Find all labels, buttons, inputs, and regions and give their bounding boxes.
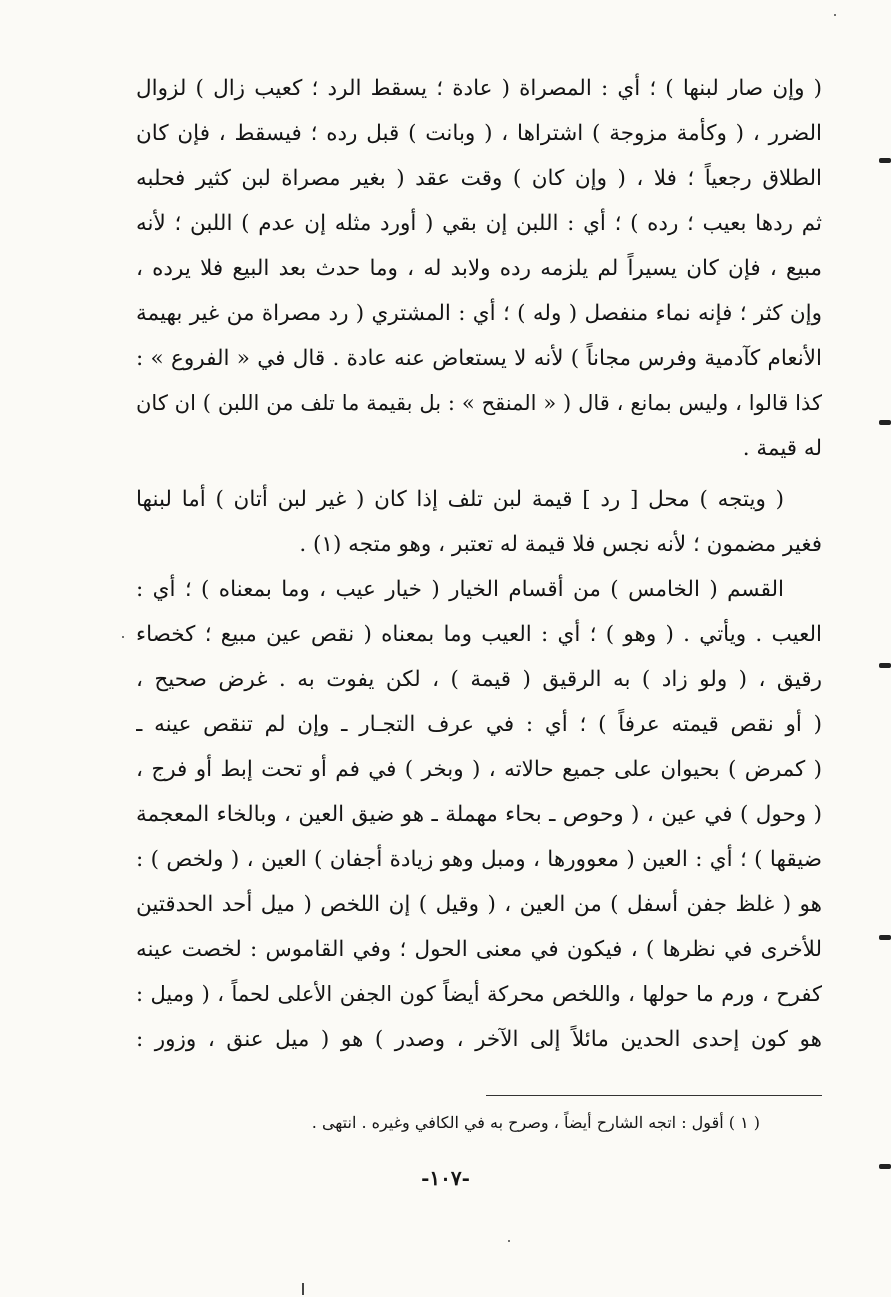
paragraph-3-line: هو ( غلظ جفن أسفل ) من العين ، ( وقيل ) إن اللخص ( ميل أحد الحدقتين	[136, 892, 822, 917]
text-line: الضرر ، ( وكأمة مزوجة ) اشتراها ، ( وبانت ) قبل رده ؛ فيسقط ، فإن كان	[136, 121, 822, 146]
footnote: ( ١ ) أقول : اتجه الشارح أيضاً ، وصرح به في الكافي وغيره . انتهى .	[311, 1113, 760, 1132]
text-line: وإن كثر ؛ فإنه نماء منفصل ( وله ) ؛ أي : المشتري ( رد مصراة من غير بهيمة	[136, 301, 822, 326]
scan-speck	[508, 1240, 510, 1242]
margin-mark	[879, 663, 891, 668]
paragraph-3-line: للأخرى في نظرها ) ، فيكون في معنى الحول ؛ وفي القاموس : لخصت عينه	[136, 937, 822, 962]
text-line: كذا قالوا ، وليس بمانع ، قال ( « المنقح » : بل بقيمة ما تلف من اللبن ) ان كان	[136, 391, 822, 415]
footnote-separator	[486, 1095, 822, 1096]
main-text	[136, 66, 822, 1062]
paragraph-3-line: ( وحول ) في عين ، ( وحوص ـ بحاء مهملة ـ هو ضيق العين ، وبالخاء المعجمة	[136, 802, 822, 827]
scan-speck	[122, 636, 124, 638]
paragraph-3-line: ( كمرض ) بحيوان على جميع حالاته ، ( وبخر ) في فم أو تحت إبط أو فرج ،	[136, 757, 822, 782]
paragraph-3-line: ضيقها ) ؛ أي : العين ( معوورها ، ومبل وهو زيادة أجفان ) العين ، ( ولخص ) :	[136, 847, 822, 872]
paragraph-2-line: فغير مضمون ؛ لأنه نجس فلا قيمة له تعتبر ، وهو متجه (١) .	[299, 532, 822, 557]
margin-mark	[879, 420, 891, 425]
margin-mark	[879, 158, 891, 163]
paragraph-3-line: القسم ( الخامس ) من أقسام الخيار ( خيار عيب ، وما بمعناه ) ؛ أي :	[136, 577, 784, 602]
text-line: ثم ردها بعيب ؛ رده ) ؛ أي : اللبن إن بقي ( أورد مثله إن عدم ) اللبن ؛ لأنه	[136, 211, 822, 236]
paragraph-3-line: العيب . ويأتي . ( وهو ) ؛ أي : العيب وما بمعناه ( نقص عين مبيع ؛ كخصاء	[136, 622, 822, 647]
margin-mark	[879, 1164, 891, 1169]
paragraph-3-line: رقيق ، ( ولو زاد ) به الرقيق ( قيمة ) ، لكن يفوت به . غرض صحيح ،	[136, 667, 822, 692]
paragraph-3-line: هو كون إحدى الحدين مائلاً إلى الآخر ، وصدر ) هو ( ميل عنق ، وزور :	[136, 1027, 822, 1052]
text-line: مبيع ، فإن كان يسيراً لم يلزمه رده ولابد له ، وما حدث بعد البيع فلا يرده ،	[136, 256, 822, 281]
text-line: الطلاق رجعياً ؛ فلا ، ( وإن كان ) وقت عقد ( بغير مصراة لبن كثير فحلبه	[136, 166, 822, 191]
paragraph-3-line: ( أو نقص قيمته عرفاً ) ؛ أي : في عرف التجـار ـ وإن لم تنقص عينه ـ	[136, 712, 822, 737]
text-line: الأنعام كآدمية وفرس مجاناً ) لأنه لا يستعاض عنه عادة . قال في « الفروع » :	[136, 346, 822, 371]
scan-speck	[834, 14, 836, 16]
scan-mark	[302, 1283, 304, 1295]
page-number: -١٠٧-	[421, 1166, 470, 1190]
paragraph-2-line: ( ويتجه ) محل [ رد ] قيمة لبن تلف إذا كان ( غير لبن أتان ) أما لبنها	[136, 487, 784, 512]
margin-mark	[879, 935, 891, 940]
text-line: ( وإن صار لبنها ) ؛ أي : المصراة ( عادة ؛ يسقط الرد ؛ كعيب زال ) لزوال	[136, 76, 822, 101]
text-line: له قيمة .	[742, 436, 822, 461]
paragraph-3-line: كفرح ، ورم ما حولها ، واللخص محركة أيضاً كون الجفن الأعلى لحماً ، ( وميل :	[136, 982, 822, 1006]
